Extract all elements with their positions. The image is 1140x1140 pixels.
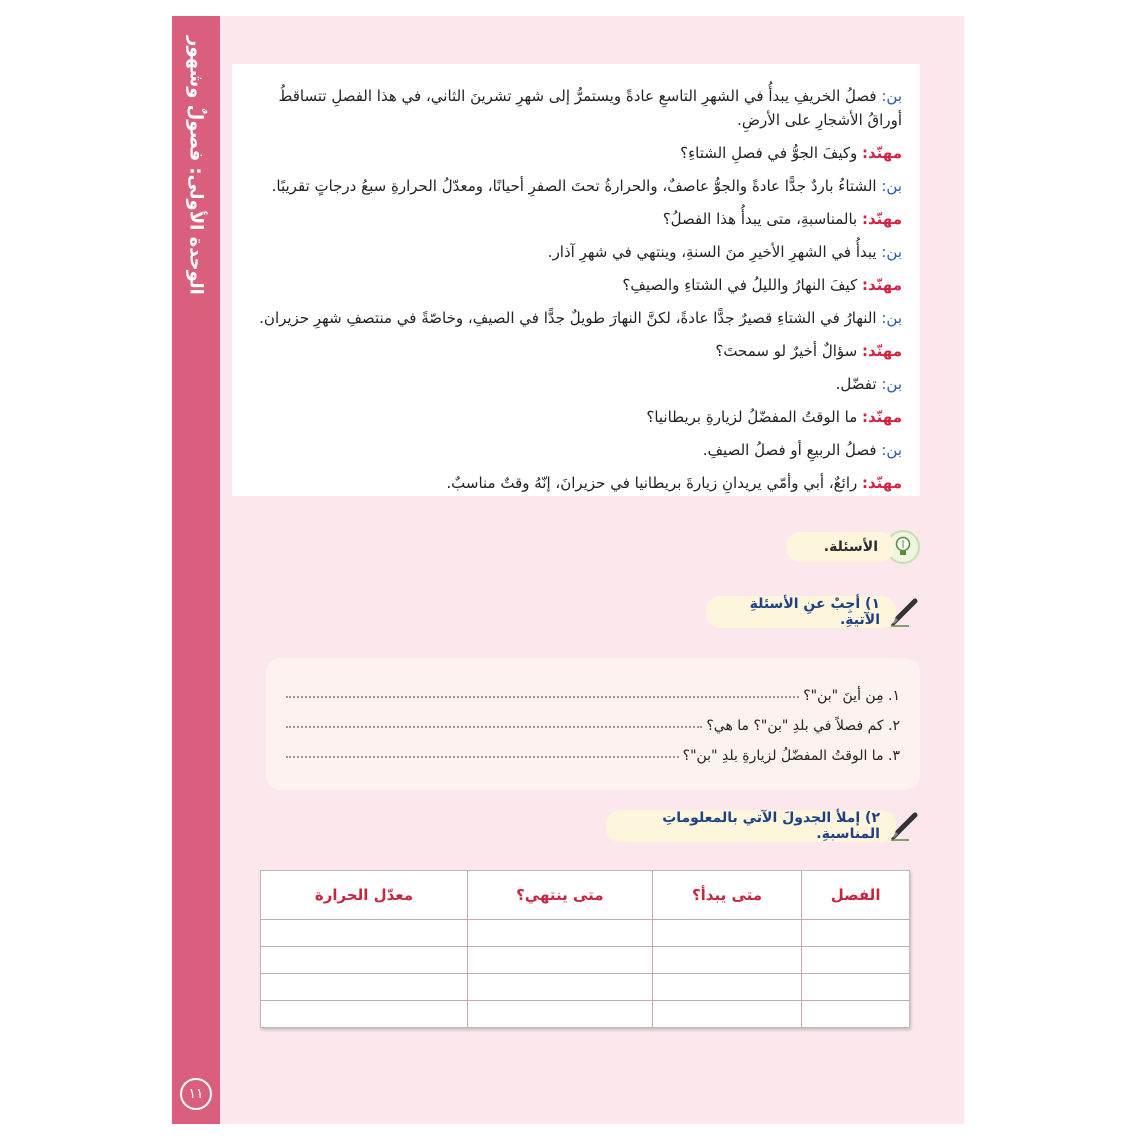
dialogue-line <box>250 372 902 396</box>
speaker-label: بن: <box>881 375 902 393</box>
table-cell[interactable] <box>652 947 801 974</box>
table-row <box>261 1001 910 1028</box>
table-header-cell: متى يبدأ؟ <box>652 871 801 920</box>
table-cell[interactable] <box>802 920 910 947</box>
exercise2-title: ٢) إملأ الجدولَ الآتي بالمعلوماتِ المناسبةِ. <box>662 810 880 842</box>
dialogue-line <box>250 240 902 264</box>
answer-line[interactable] <box>286 755 679 758</box>
unit-sidebar <box>172 16 220 1124</box>
dialogue-text: تفضّل. <box>835 375 877 393</box>
table-cell[interactable] <box>261 974 468 1001</box>
table-cell[interactable] <box>261 1001 468 1028</box>
dialogue-text: النهارُ في الشتاءِ قصيرٌ جدًّا عادةً، لكنَّ النهارَ طويلٌ جدًّا في الصيفِ، وخاصّةً في منتصفِ شهرِ حزيران. <box>259 309 877 327</box>
table-cell[interactable] <box>802 947 910 974</box>
dialogue-text: الشتاءُ باردٌ جدًّا عادةً والجوُّ عاصفٌ، والحرارةُ تحتَ الصفرِ أحيانًا، ومعدّلُ الحرارةِ سبعُ درجاتٍ تقريبًا. <box>271 177 877 195</box>
question-row <box>286 704 900 734</box>
table-cell[interactable] <box>261 947 468 974</box>
dialogue-text: كيفَ النهارُ والليلُ في الشتاءِ والصيفِ؟ <box>622 276 858 294</box>
speaker-label: مهنّد: <box>862 408 902 426</box>
table-row <box>261 920 910 947</box>
table-cell[interactable] <box>467 1001 652 1028</box>
dialogue-line <box>250 471 902 495</box>
question-row <box>286 734 900 764</box>
table-header-row <box>261 871 910 920</box>
unit-title: الوحدة الأولى: فصولٌ وشهور <box>185 36 207 295</box>
dialogue-text: فصلُ الربيعِ أو فصلُ الصيفِ. <box>702 441 877 459</box>
question-text: ٢. كم فصلاً في بلدِ "بن"؟ ما هي؟ <box>706 718 900 734</box>
speaker-label: بن: <box>881 309 902 327</box>
table-row <box>261 974 910 1001</box>
question-row <box>286 674 900 704</box>
dialogue-text: سؤالٌ أخيرٌ لو سمحتَ؟ <box>715 342 858 360</box>
dialogue-text: يبدأُ في الشهرِ الأخيرِ منَ السنةِ، وينتهي في شهرِ آذار. <box>547 243 877 261</box>
dialogue-line <box>250 273 902 297</box>
table-row <box>261 947 910 974</box>
speaker-label: مهنّد: <box>862 276 902 294</box>
table-header-cell: معدّل الحرارة <box>261 871 468 920</box>
dialogue-line <box>250 339 902 363</box>
question-text: ٣. ما الوقتُ المفضّلُ لزيارةِ بلدِ "بن"؟ <box>682 748 900 764</box>
table-cell[interactable] <box>652 1001 801 1028</box>
speaker-label: بن: <box>881 243 902 261</box>
dialogue-text: ما الوقتُ المفضّلُ لزيارةِ بريطانيا؟ <box>646 408 858 426</box>
dialogue-text: وكيفَ الجوُّ في فصلِ الشتاءِ؟ <box>680 144 858 162</box>
exercise2-title-bar <box>606 810 896 842</box>
seasons-table <box>260 870 910 1028</box>
dialogue-line <box>250 306 902 330</box>
page-number: ١١ <box>180 1078 212 1110</box>
table-cell[interactable] <box>652 920 801 947</box>
dialogue-line <box>250 207 902 231</box>
table-cell[interactable] <box>467 974 652 1001</box>
question-text: ١. مِن أينَ "بن"؟ <box>803 688 900 704</box>
dialogue-text: فصلُ الخريفِ يبدأُ في الشهرِ التاسعِ عادةً ويستمرُّ إلى شهرِ تشرينَ الثاني، في هذا الفصلِ تتساقطُ أوراقُ الأشجارِ على الأرضِ. <box>278 87 902 129</box>
answer-line[interactable] <box>286 695 799 698</box>
speaker-label: مهنّد: <box>862 210 902 228</box>
table-cell[interactable] <box>467 947 652 974</box>
exercise1-questions <box>266 658 920 790</box>
table-cell[interactable] <box>652 974 801 1001</box>
speaker-label: بن: <box>881 177 902 195</box>
questions-header-label: الأسئلة. <box>823 539 878 555</box>
dialogue-line <box>250 141 902 165</box>
dialogue-text: رائعٌ، أبي وأمّي يريدانِ زيارةَ بريطانيا في حزيرانَ، إنّهُ وقتٌ مناسبٌ. <box>446 474 858 492</box>
table-header-cell: الفصل <box>802 871 910 920</box>
answer-line[interactable] <box>286 725 702 728</box>
table-cell[interactable] <box>467 920 652 947</box>
speaker-label: مهنّد: <box>862 342 902 360</box>
table-header-cell: متى ينتهي؟ <box>467 871 652 920</box>
exercise1-title: ١) أجِبْ عنِ الأسئلةِ الآتيةِ. <box>749 596 880 628</box>
speaker-label: بن: <box>881 87 902 105</box>
table-cell[interactable] <box>802 1001 910 1028</box>
workbook-page <box>172 16 964 1124</box>
dialogue-line <box>250 84 902 132</box>
speaker-label: مهنّد: <box>862 474 902 492</box>
dialogue-text: بالمناسبةِ، متى يبدأُ هذا الفصلُ؟ <box>662 210 858 228</box>
exercise1-title-bar <box>706 596 896 628</box>
dialogue-panel <box>232 64 920 496</box>
dialogue-line <box>250 438 902 462</box>
dialogue-line <box>250 405 902 429</box>
questions-header <box>786 532 894 562</box>
speaker-label: بن: <box>881 441 902 459</box>
table-cell[interactable] <box>261 920 468 947</box>
table-cell[interactable] <box>802 974 910 1001</box>
speaker-label: مهنّد: <box>862 144 902 162</box>
dialogue-line <box>250 174 902 198</box>
